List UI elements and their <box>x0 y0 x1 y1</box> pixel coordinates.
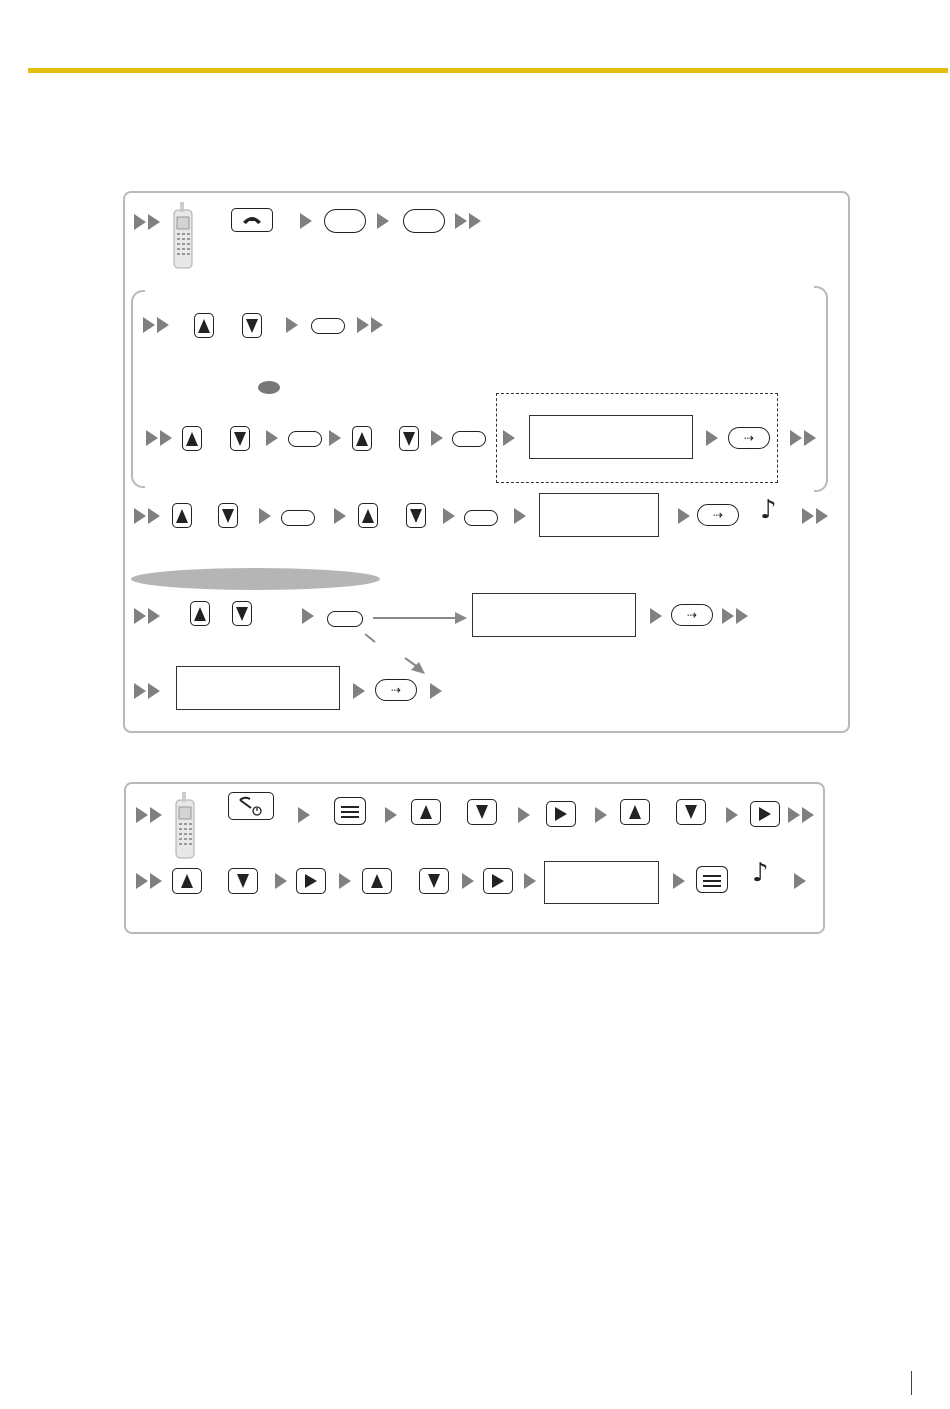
down-arrow-key-icon[interactable] <box>228 868 258 894</box>
step-arrow <box>385 807 397 823</box>
step-arrow <box>430 683 442 699</box>
confirmation-tone-icon: ♪ <box>752 858 769 888</box>
step-arrow <box>518 807 530 823</box>
status-lamp-icon <box>258 381 280 394</box>
menu-key-icon[interactable] <box>696 866 728 893</box>
enter-key-icon[interactable]: ⇢ <box>671 604 713 626</box>
up-arrow-key-icon[interactable] <box>352 426 372 451</box>
step-arrow <box>266 430 278 446</box>
step-arrow <box>334 508 346 524</box>
step-arrow-double <box>134 683 160 699</box>
step-arrow-double <box>357 317 383 333</box>
step-arrow <box>524 873 536 889</box>
soft-key[interactable] <box>327 611 363 627</box>
soft-key[interactable] <box>324 209 366 233</box>
input-box[interactable] <box>544 861 659 904</box>
soft-key[interactable] <box>464 510 498 526</box>
up-arrow-key-icon[interactable] <box>194 313 214 338</box>
handset-icon <box>166 200 200 270</box>
step-arrow-double <box>134 214 160 230</box>
step-arrow <box>706 430 718 446</box>
step-arrow-double <box>134 508 160 524</box>
right-arrow-key-icon[interactable] <box>750 801 780 827</box>
down-arrow-key-icon[interactable] <box>399 426 419 451</box>
input-box[interactable] <box>472 593 636 637</box>
step-arrow <box>514 508 526 524</box>
step-arrow-double <box>788 807 814 823</box>
down-arrow-key-icon[interactable] <box>676 799 706 825</box>
input-box[interactable] <box>529 415 693 459</box>
step-arrow <box>678 508 690 524</box>
handset-icon <box>168 790 202 860</box>
step-arrow <box>300 213 312 229</box>
up-arrow-key-icon[interactable] <box>190 601 210 626</box>
step-arrow-double <box>136 873 162 889</box>
section-oval <box>131 568 380 590</box>
enter-key-icon[interactable]: ⇢ <box>728 427 770 449</box>
step-arrow-double <box>802 508 828 524</box>
input-box[interactable] <box>539 493 659 537</box>
right-arrow-key-icon[interactable] <box>483 868 513 894</box>
down-arrow-key-icon[interactable] <box>419 868 449 894</box>
step-arrow <box>443 508 455 524</box>
step-arrow-double <box>790 430 816 446</box>
step-arrow <box>377 213 389 229</box>
step-arrow <box>353 683 365 699</box>
step-arrow-double <box>455 213 481 229</box>
soft-key[interactable] <box>311 318 345 334</box>
step-arrow <box>673 873 685 889</box>
up-arrow-key-icon[interactable] <box>172 503 192 528</box>
step-arrow <box>431 430 443 446</box>
down-arrow-key-icon[interactable] <box>467 799 497 825</box>
up-arrow-key-icon[interactable] <box>362 868 392 894</box>
input-box[interactable] <box>176 666 340 710</box>
up-arrow-key-icon[interactable] <box>411 799 441 825</box>
flow-arrows <box>365 608 475 678</box>
page-number-divider <box>911 1371 912 1395</box>
up-arrow-key-icon[interactable] <box>172 868 202 894</box>
menu-key-icon[interactable] <box>334 797 366 825</box>
confirmation-tone-icon: ♪ <box>760 495 777 525</box>
group-bracket-right <box>814 286 828 492</box>
step-arrow-double <box>136 807 162 823</box>
step-arrow <box>302 608 314 624</box>
step-arrow-double <box>146 430 172 446</box>
step-arrow <box>275 873 287 889</box>
step-arrow-double <box>722 608 748 624</box>
soft-key[interactable] <box>281 510 315 526</box>
soft-key[interactable] <box>452 431 486 447</box>
right-arrow-key-icon[interactable] <box>546 801 576 827</box>
soft-key[interactable] <box>288 431 322 447</box>
step-arrow <box>286 317 298 333</box>
up-arrow-key-icon[interactable] <box>620 799 650 825</box>
enter-key-icon[interactable]: ⇢ <box>697 504 739 526</box>
step-arrow-double <box>134 608 160 624</box>
step-arrow <box>726 807 738 823</box>
step-arrow <box>595 807 607 823</box>
down-arrow-key-icon[interactable] <box>242 313 262 338</box>
down-arrow-key-icon[interactable] <box>232 601 252 626</box>
soft-key[interactable] <box>403 209 445 233</box>
step-arrow <box>339 873 351 889</box>
step-arrow-double <box>143 317 169 333</box>
up-arrow-key-icon[interactable] <box>182 426 202 451</box>
up-arrow-key-icon[interactable] <box>358 503 378 528</box>
down-arrow-key-icon[interactable] <box>406 503 426 528</box>
step-arrow <box>329 430 341 446</box>
step-arrow <box>259 508 271 524</box>
off-power-key-icon[interactable] <box>228 792 274 820</box>
down-arrow-key-icon[interactable] <box>230 426 250 451</box>
step-arrow <box>462 873 474 889</box>
down-arrow-key-icon[interactable] <box>218 503 238 528</box>
step-arrow <box>794 873 806 889</box>
enter-key-icon[interactable]: ⇢ <box>375 679 417 701</box>
header-rule <box>28 68 948 73</box>
step-arrow <box>298 807 310 823</box>
right-arrow-key-icon[interactable] <box>296 868 326 894</box>
talk-key-icon[interactable] <box>231 208 273 232</box>
step-arrow <box>650 608 662 624</box>
